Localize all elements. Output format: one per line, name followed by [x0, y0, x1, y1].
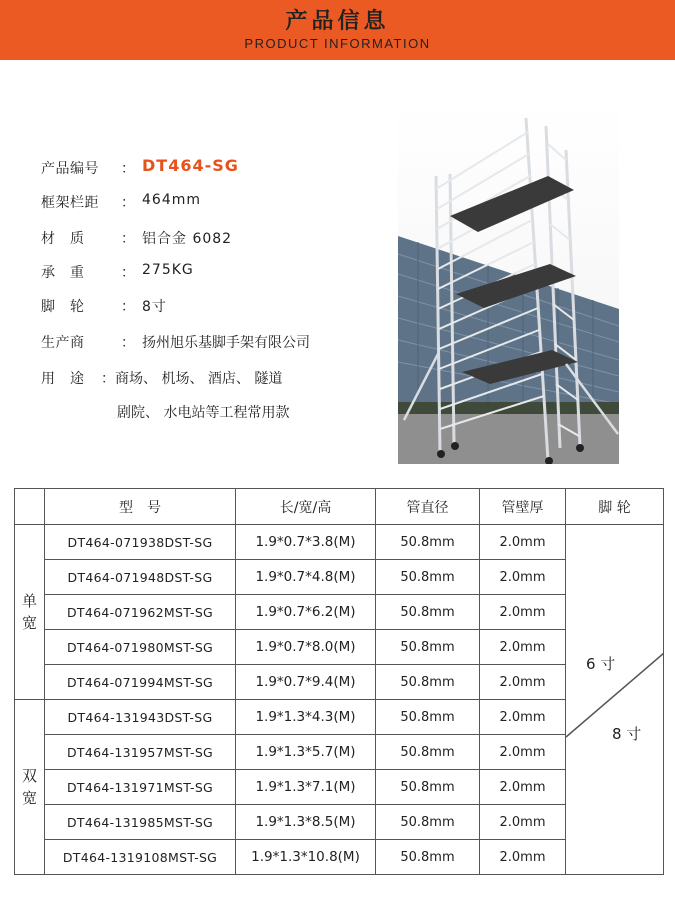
model-cell: DT464-131985MST-SG [45, 805, 236, 840]
spec-value: 8寸 [142, 299, 167, 315]
table-header-model: 型 号 [45, 489, 236, 525]
group-label-single [15, 525, 45, 700]
diameter-cell: 50.8mm [376, 700, 480, 735]
spec-label: 用 途 [41, 371, 85, 387]
diameter-cell: 50.8mm [376, 595, 480, 630]
diameter-cell: 50.8mm [376, 560, 480, 595]
diameter-cell: 50.8mm [376, 770, 480, 805]
spec-value: 275KG [142, 262, 194, 278]
model-cell: DT464-131943DST-SG [45, 700, 236, 735]
dims-cell: 1.9*0.7*6.2(M) [236, 595, 376, 630]
dims-cell: 1.9*0.7*4.8(M) [236, 560, 376, 595]
spec-table [14, 488, 664, 875]
model-cell: DT464-071980MST-SG [45, 630, 236, 665]
model-cell: DT464-1319108MST-SG [45, 840, 236, 875]
group-label-char: 单 [21, 592, 37, 610]
header-banner [0, 0, 675, 60]
wall-cell: 2.0mm [480, 630, 566, 665]
dims-cell: 1.9*0.7*8.0(M) [236, 630, 376, 665]
diameter-cell: 50.8mm [376, 525, 480, 560]
wall-cell: 2.0mm [480, 735, 566, 770]
group-label-char: 宽 [21, 789, 37, 807]
model-cell: DT464-071938DST-SG [45, 525, 236, 560]
group-label-char: 宽 [21, 614, 37, 632]
wall-cell: 2.0mm [480, 805, 566, 840]
group-label-char: 双 [21, 767, 37, 785]
spec-value: 商场、 机场、 酒店、 隧道 [115, 371, 283, 387]
model-cell: DT464-071994MST-SG [45, 665, 236, 700]
spec-value-model: DT464-SG [142, 156, 239, 175]
header-title-cn: 产品信息 [285, 9, 390, 34]
dims-cell: 1.9*0.7*3.8(M) [236, 525, 376, 560]
spec-label: 产品编号 [41, 161, 99, 177]
spec-value: 扬州旭乐基脚手架有限公司 [142, 335, 310, 351]
wheel-size-6: 6 寸 [586, 655, 616, 673]
dims-cell: 1.9*1.3*5.7(M) [236, 735, 376, 770]
spec-value-usage-line2: 剧院、 水电站等工程常用款 [117, 405, 290, 421]
wall-cell: 2.0mm [480, 770, 566, 805]
wheel-size-8: 8 寸 [612, 725, 642, 743]
table-header-row [15, 489, 664, 525]
diameter-cell: 50.8mm [376, 630, 480, 665]
table-header-dims: 长/宽/高 [236, 489, 376, 525]
model-cell: DT464-131971MST-SG [45, 770, 236, 805]
header-title-en: PRODUCT INFORMATION [244, 36, 431, 51]
spec-label: 脚 轮 [41, 299, 85, 315]
table-header-wall: 管壁厚 [480, 489, 566, 525]
spec-colon: ： [121, 265, 135, 281]
table-row [15, 525, 664, 560]
model-cell: DT464-071948DST-SG [45, 560, 236, 595]
diameter-cell: 50.8mm [376, 665, 480, 700]
wall-cell: 2.0mm [480, 525, 566, 560]
wall-cell: 2.0mm [480, 560, 566, 595]
dims-cell: 1.9*1.3*10.8(M) [236, 840, 376, 875]
spec-colon: ： [121, 335, 135, 351]
diameter-cell: 50.8mm [376, 735, 480, 770]
scaffold-photo [398, 104, 619, 464]
table-header-blank [15, 489, 45, 525]
spec-label: 材 质 [41, 231, 85, 247]
wall-cell: 2.0mm [480, 665, 566, 700]
diameter-cell: 50.8mm [376, 805, 480, 840]
dims-cell: 1.9*1.3*7.1(M) [236, 770, 376, 805]
spec-label: 框架栏距 [41, 195, 99, 211]
wheel-cell [566, 525, 664, 875]
spec-colon: ： [121, 161, 135, 177]
model-cell: DT464-131957MST-SG [45, 735, 236, 770]
spec-label: 生产商 [41, 335, 85, 351]
dims-cell: 1.9*1.3*4.3(M) [236, 700, 376, 735]
spec-colon: ： [121, 195, 135, 211]
wall-cell: 2.0mm [480, 700, 566, 735]
table-header-diameter: 管直径 [376, 489, 480, 525]
group-label-double [15, 700, 45, 875]
wall-cell: 2.0mm [480, 840, 566, 875]
spec-value: 464mm [142, 192, 201, 208]
dims-cell: 1.9*1.3*8.5(M) [236, 805, 376, 840]
spec-colon: ： [121, 231, 135, 247]
spec-label: 承 重 [41, 265, 85, 281]
dims-cell: 1.9*0.7*9.4(M) [236, 665, 376, 700]
table-header-wheel: 脚 轮 [566, 489, 664, 525]
wheel-divider-line [566, 525, 664, 885]
model-cell: DT464-071962MST-SG [45, 595, 236, 630]
spec-colon: ： [101, 371, 115, 387]
spec-value: 铝合金 6082 [142, 231, 233, 247]
wall-cell: 2.0mm [480, 595, 566, 630]
spec-colon: ： [121, 299, 135, 315]
diameter-cell: 50.8mm [376, 840, 480, 875]
